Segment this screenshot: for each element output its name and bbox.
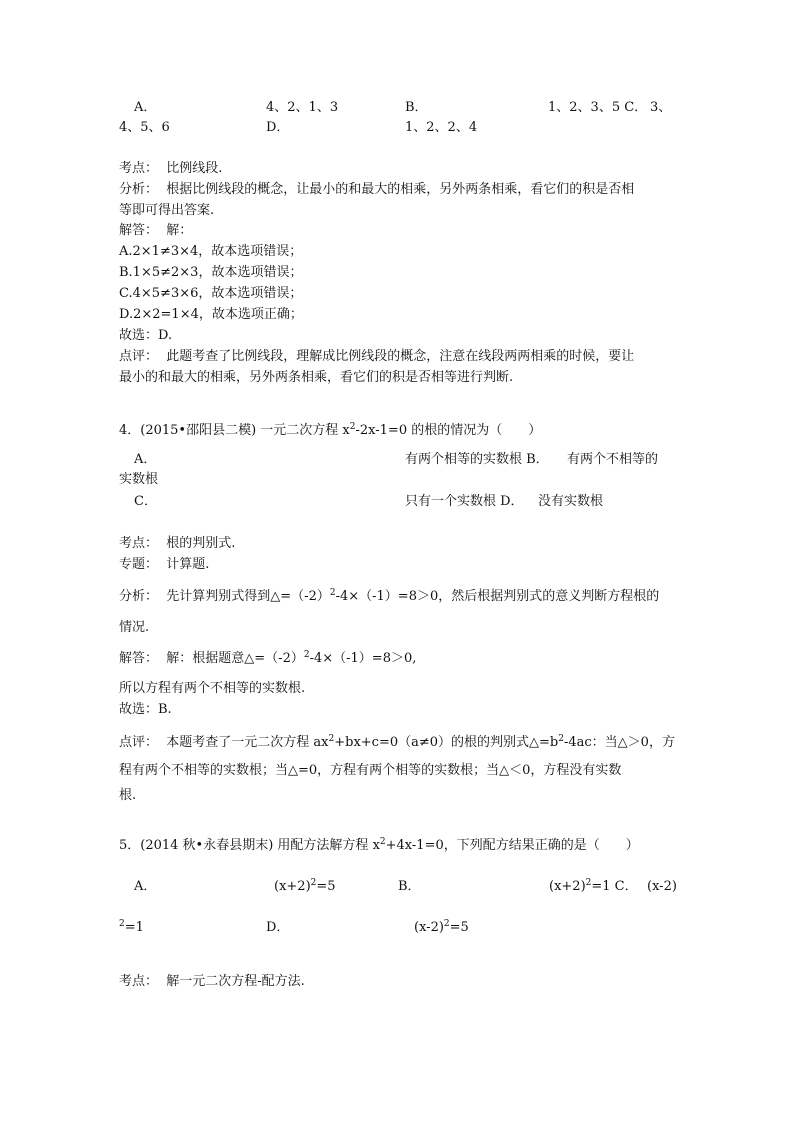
q4-kaodian-row: [119, 535, 235, 553]
q4-option-c-letter: C．: [134, 494, 157, 509]
dianping-label: 点评：: [119, 735, 159, 750]
q4-jieda-row: 解答： 解：根据题意$\triangle=(-2)^2-4\times(-1)=8>0$,: [119, 650, 417, 666]
zhuanti-text: 计算题.: [166, 557, 210, 572]
q4-zhuanti-row: [119, 556, 209, 574]
fenxi-label: 分析：: [119, 589, 159, 604]
q4-jieda-continued: 所以方程有两个不相等的实数根.: [119, 681, 306, 696]
zhuanti-label: 专题：: [119, 557, 159, 572]
q4-option-b-text-continued: 实数根: [119, 472, 159, 487]
solution-step-c: C.4×5≠3×6，故本选项错误；: [119, 286, 303, 301]
q4-dianping-continued: 程有两个不相等的实数根；当△=0，方程有两个相等的实数根；当△＜0，方程没有实数: [119, 763, 622, 778]
q4-option-b-text: 有两个不相等的: [567, 452, 659, 467]
jieda-label: 解答：: [119, 223, 159, 238]
q5-option-b-text: $(x+2)^2=1$ C．: [549, 878, 638, 894]
kaodian-text: 根的判别式.: [166, 536, 236, 551]
option-c-value-part: 3、: [650, 100, 672, 115]
kaodian-text: 解一元二次方程-配方法.: [166, 974, 305, 989]
jieda-row: [119, 222, 192, 240]
q5-option-c-text: (x-2): [647, 879, 677, 894]
q5-kaodian-row: [119, 973, 305, 991]
option-a-value: 4、2、1、3: [266, 100, 339, 115]
option-b-value: 1、2、3、5 C．: [548, 100, 648, 115]
kaodian-label: 考点：: [119, 536, 159, 551]
q5-option-a-text: $(x+2)^2=5$: [274, 878, 336, 894]
q4-option-a-text: 有两个相等的实数根 B．: [405, 452, 549, 467]
kaodian-text: 比例线段.: [166, 161, 223, 176]
answer-choice: 故选：D.: [119, 328, 173, 343]
solution-step-a: A.2×1≠3×4，故本选项错误；: [119, 244, 303, 259]
q4-fenxi-row: 分析： 先计算判别式得到$\triangle=(-2)^2-4\times(-1)=8>0$，然后根据判别式的意义判断方程根的: [119, 588, 660, 604]
fenxi-text: 根据比例线段的概念，让最小的和最大的相乘，另外两条相乘，看它们的积是否相: [166, 182, 635, 197]
q4-answer-choice: 故选：B.: [119, 702, 172, 717]
option-d-letter: D．: [266, 120, 290, 135]
dianping-row: [119, 348, 634, 366]
option-b-letter: B．: [405, 100, 428, 115]
q4-dianping-end: 根.: [119, 788, 137, 803]
option-d-value: 1、2、2、4: [405, 120, 478, 135]
q5-option-d-letter: D．: [266, 920, 290, 935]
dianping-text: 此题考查了比例线段，理解成比例线段的概念，注意在线段两两相乘的时候，要让: [166, 349, 635, 364]
dianping-text-continued: 最小的和最大的相乘，另外两条相乘，看它们的积是否相等进行判断.: [119, 370, 514, 385]
q4-option-d-text: 没有实数根: [538, 494, 604, 509]
jieda-text: 解：: [166, 223, 193, 238]
dianping-label: 点评：: [119, 349, 159, 364]
kaodian-label: 考点：: [119, 161, 159, 176]
q4-option-c-text: 只有一个实数根 D．: [405, 494, 524, 509]
question-4-stem: 4．(2015•邵阳县二模) 一元二次方程 $x^2-2x-1=0$ 的根的情况为（ ）: [119, 422, 542, 438]
fenxi-row: [119, 181, 634, 199]
question-5-stem: 5．(2014 秋•永春县期末) 用配方法解方程 $x^2+4x-1=0$，下列配方结果正确的是（ ）: [119, 837, 639, 853]
option-c-value-rest: 4、5、6: [119, 120, 170, 135]
kaodian-label: 考点：: [119, 974, 159, 989]
q4-option-a-letter: A．: [134, 452, 157, 467]
kaodian-row: [119, 160, 222, 178]
fenxi-text-continued: 等即可得出答案.: [119, 203, 215, 218]
fenxi-label: 分析：: [119, 182, 159, 197]
q5-option-d-text: $(x-2)^2=5$: [414, 919, 469, 935]
solution-step-d: D.2×2=1×4，故本选项正确；: [119, 307, 303, 322]
q4-dianping-row: 点评： 本题考查了一元二次方程 $ax^2+bx+c=0(a\ne 0)$的根的判别式$\triangle=b^2-4ac$：当△＞0，方: [119, 734, 675, 750]
q4-fenxi-continued: 情况.: [119, 620, 150, 635]
q5-option-c-text-continued: $^2$=1: [119, 919, 144, 935]
jieda-label: 解答：: [119, 651, 159, 666]
solution-step-b: B.1×5≠2×3，故本选项错误；: [119, 265, 303, 280]
q5-option-b-letter: B．: [398, 879, 421, 894]
option-a-letter: A．: [134, 100, 157, 115]
q5-option-a-letter: A．: [134, 879, 157, 894]
